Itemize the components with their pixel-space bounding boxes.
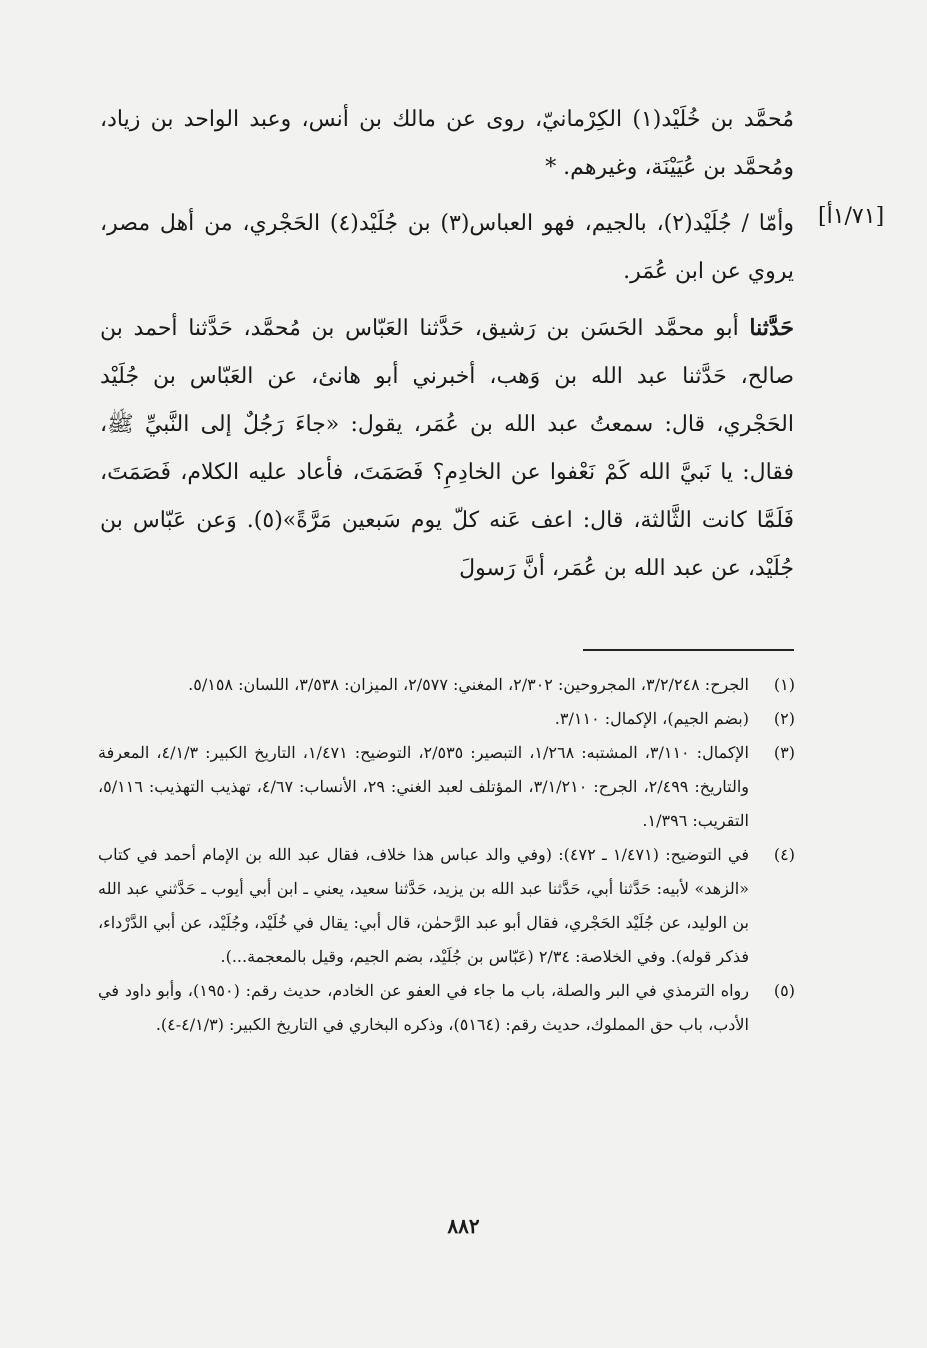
footnote	[98, 974, 795, 1042]
footnote-number: (١)	[773, 675, 795, 694]
footnote-text: في التوضيح: (١/٤٧١ ـ ٤٧٢): (وفي والد عباس هذا خلاف، فقال عبد الله بن الإمام أحمد في كتاب «الزهد» لأبيه: حَدَّثنا أبي، حَدَّثنا عبد الله بن يزيد، حَدَّثنا سعيد، يعني ـ ابن أبي أيوب ـ حَدَّثني عبد الله بن الوليد، عن جُلَيْد الحَجْري، فقال أبو عبد الرَّحمٰن، قال أبي: يقال في خُلَيْد، وجُلَيْد، عن أبي الدَّرْداء، فذكر قوله). وفي الخلاصة: ٢/٣٤ (عَبّاس بن جُلَيْد، بضم الجيم، وقيل بالمعجمة...).	[98, 845, 750, 966]
footnote	[98, 736, 795, 838]
footnote	[98, 838, 795, 974]
footnote-separator	[583, 649, 794, 651]
footnote-number: (٣)	[773, 743, 795, 762]
footnote	[98, 668, 795, 702]
footnote-text: رواه الترمذي في البر والصلة، باب ما جاء في العفو عن الخادم، حديث رقم: (١٩٥٠)، وأبو داود في الأدب، باب حق المملوك، حديث رقم: (٥١٦٤)، وذكره البخاري في التاريخ الكبير: (٤/١/٣-٤).	[98, 981, 750, 1034]
manuscript-folio-ref: [١/٧١أ]	[818, 204, 885, 229]
footnote-text: الإكمال: ٣/١١٠، المشتبه: ١/٢٦٨، التبصير: ٢/٥٣٥، التوضيح: ١/٤٧١، التاريخ الكبير: ٤/١/٣، المعرفة والتاريخ: ٢/٤٩٩، الجرح: ٣/١/٢١٠، المؤتلف لعبد الغني: ٢٩، الأنساب: ٤/٦٧، تهذيب التهذيب: ٥/١١٦، التقريب: ١/٣٩٦.	[98, 743, 750, 830]
footnote	[98, 702, 795, 736]
main-text	[100, 96, 794, 593]
footnote-text: الجرح: ٣/٢/٢٤٨، المجروحين: ٢/٣٠٢، المغني: ٢/٥٧٧، الميزان: ٣/٥٣٨، اللسان: ٥/١٥٨.	[188, 675, 749, 694]
footnotes	[98, 668, 795, 1042]
hadith-lead-word: حَدَّثنا	[749, 315, 794, 341]
footnote-text: (بضم الجيم)، الإكمال: ٣/١١٠.	[554, 709, 749, 728]
footnote-number: (٤)	[773, 845, 795, 864]
footnote-number: (٥)	[773, 981, 795, 1000]
footnote-number: (٢)	[773, 709, 795, 728]
hadith-text: أبو محمَّد الحَسَن بن رَشيق، حَدَّثنا العَبّاس بن مُحمَّد، حَدَّثنا أحمد بن صالح، حَدَّثنا عبد الله بن وَهب، أخبرني أبو هانئ، عن العَبّاس بن جُلَيْد الحَجْري، قال: سمعتُ عبد الله بن عُمَر، يقول: «جاءَ رَجُلٌ إلى النَّبيِّ ﷺ، فقال: يا نَبيَّ الله كَمْ نَعْفوا عن الخادِمِ؟ فَصَمَتَ، فأعاد عليه الكلام، فَصَمَتَ، فَلَمَّا كانت الثَّالثة، قال: اعف عَنه كلّ يوم سَبعين مَرَّةً»(٥). وَعن عَبّاس بن جُلَيْد، عن عبد الله بن عُمَر، أنَّ رَسولَ	[100, 316, 794, 581]
paragraph-hadith	[100, 304, 794, 593]
paragraph-julayd: وأمّا / جُلَيْد(٢)، بالجيم، فهو العباس(٣) بن جُلَيْد(٤) الحَجْري، من أهل مصر، يروي عن ابن عُمَر.	[100, 211, 794, 284]
page-number: ٨٨٢	[447, 1214, 480, 1238]
paragraph-khulayd-kirmani: مُحمَّد بن خُلَيْد(١) الكِرْمانيّ، روى عن مالك بن أنس، وعبد الواحد بن زياد، ومُحمَّد بن عُيَيْنَة، وغيرهم. *	[100, 107, 794, 180]
